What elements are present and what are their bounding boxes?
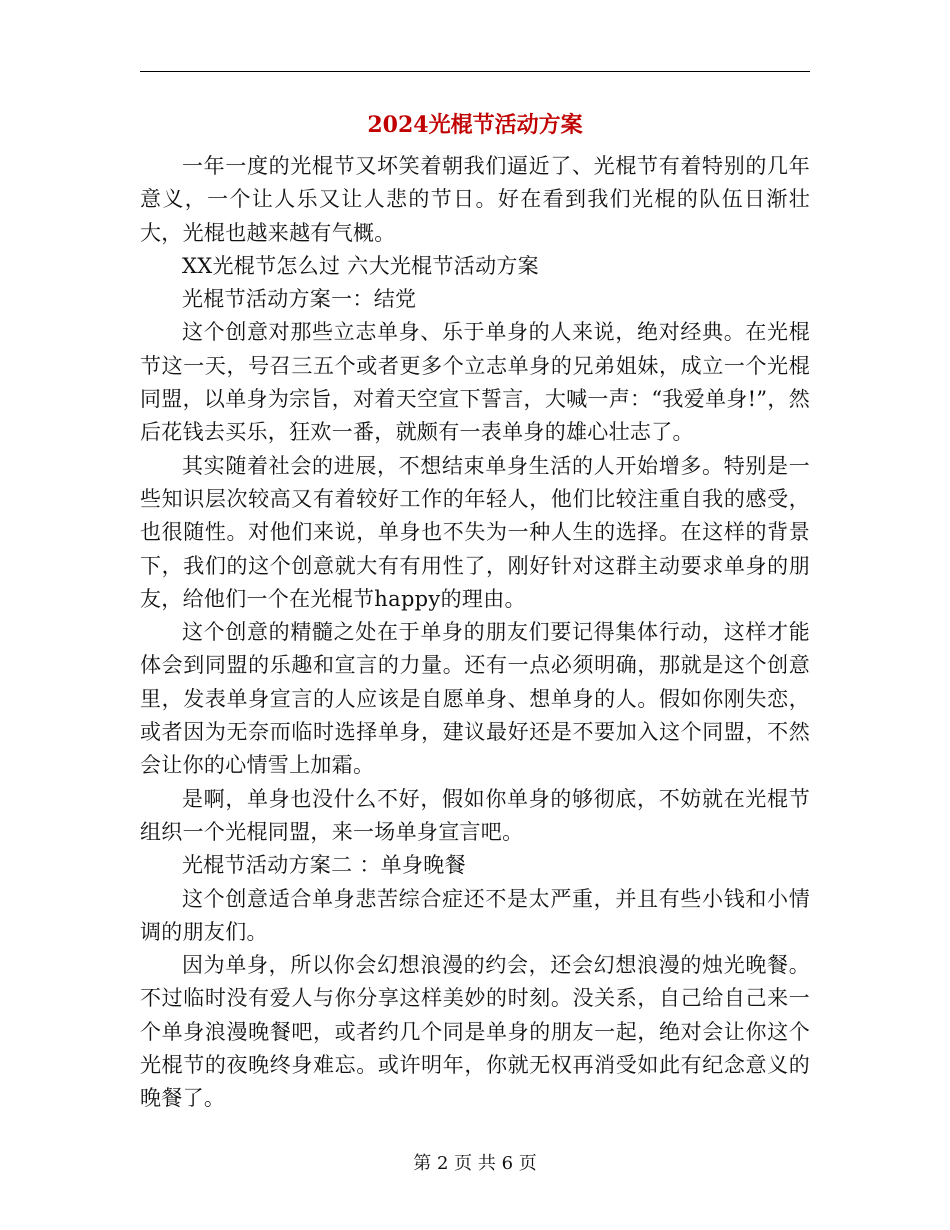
total-pages-number: 6	[501, 1153, 514, 1174]
current-page-number: 2	[436, 1153, 449, 1174]
header-rule	[140, 71, 810, 72]
paragraph: 其实随着社会的进展，不想结束单身生活的人开始增多。特别是一些知识层次较高又有着较好工作的年轻人，他们比较注重自我的感受，也很随性。对他们来说，单身也不失为一种人生的选择。在这样的背景下，我们的这个创意就大有有用性了，刚好针对这群主动要求单身的朋友，给他们一个在光棍节happy的理由。	[140, 453, 810, 611]
paragraph: 这个创意的精髓之处在于单身的朋友们要记得集体行动，这样才能体会到同盟的乐趣和宣言的力量。还有一点必须明确，那就是这个创意里，发表单身宣言的人应该是自愿单身、想单身的人。假如你刚失恋，或者因为无奈而临时选择单身，建议最好还是不要加入这个同盟，不然会让你的心情雪上加霜。	[140, 620, 810, 778]
page-footer	[0, 1152, 950, 1176]
section-heading: 光棍节活动方案二 ：单身晚餐	[182, 853, 466, 878]
section-heading: XX光棍节怎么过 六大光棍节活动方案	[182, 253, 539, 278]
paragraph: 一年一度的光棍节又坏笑着朝我们逼近了、光棍节有着特别的几年意义，一个让人乐又让人悲的节日。好在看到我们光棍的队伍日渐壮大，光棍也越来越有气概。	[140, 154, 810, 245]
footer-prefix: 第	[413, 1153, 432, 1174]
footer-suffix: 页	[518, 1153, 537, 1174]
document-title: 2024光棍节活动方案	[367, 112, 583, 138]
paragraph: 这个创意适合单身悲苦综合症还不是太严重，并且有些小钱和小情调的朋友们。	[140, 886, 810, 944]
section-heading: 光棍节活动方案一：结党	[182, 287, 417, 312]
document-body	[140, 150, 810, 1116]
paragraph: 因为单身，所以你会幻想浪漫的约会，还会幻想浪漫的烛光晚餐。不过临时没有爱人与你分享这样美妙的时刻。没关系，自己给自己来一个单身浪漫晚餐吧，或者约几个同是单身的朋友一起，绝对会让你这个光棍节的夜晚终身难忘。或许明年，你就无权再消受如此有纪念意义的晚餐了。	[140, 953, 810, 1111]
paragraph: 是啊，单身也没什么不好，假如你单身的够彻底，不妨就在光棍节组织一个光棍同盟，来一场单身宣言吧。	[140, 786, 810, 844]
paragraph: 这个创意对那些立志单身、乐于单身的人来说，绝对经典。在光棍节这一天，号召三五个或者更多个立志单身的兄弟姐妹，成立一个光棍同盟，以单身为宗旨，对着天空宣下誓言，大喊一声：“我爱单身!”，然后花钱去买乐，狂欢一番，就颇有一表单身的雄心壮志了。	[140, 320, 810, 445]
footer-middle: 页 共	[454, 1153, 496, 1174]
